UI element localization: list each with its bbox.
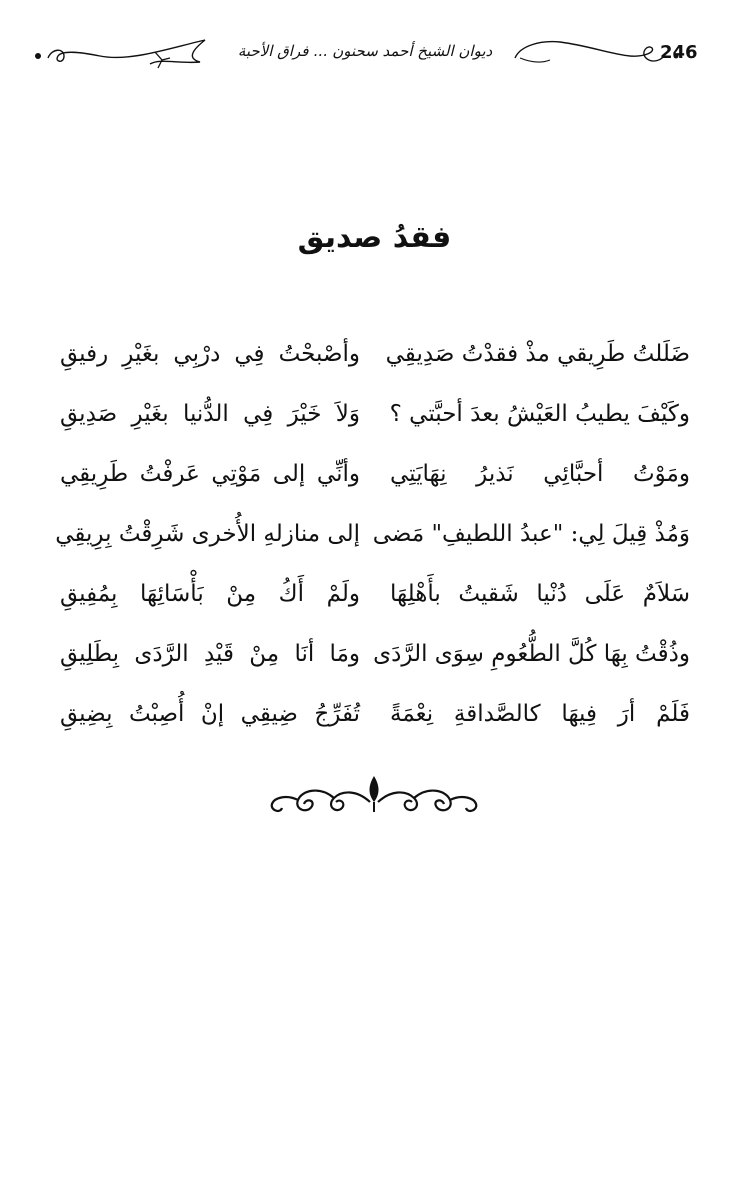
first-hemistich: ضَلَلتُ طَرِيقي مذْ فقدْتُ صَدِيقِي	[385, 341, 690, 368]
right-swirl-inner	[520, 58, 550, 62]
right-swirl	[515, 42, 664, 61]
verse	[55, 505, 690, 565]
first-hemistich: فَلَمْ أرَ فِيهَا كالصَّداقةِ نِعْمَةً	[390, 701, 690, 728]
verse	[60, 625, 690, 685]
second-hemistich: ولَمْ أَكُ مِنْ بَأْسَائِهَا بِمُفِيقِ	[60, 581, 360, 608]
second-hemistich: وأصْبحْتُ فِي درْبِي بغَيْرِ رفيقِ	[60, 341, 360, 368]
page-number: 246	[660, 42, 698, 63]
verse	[60, 565, 690, 625]
poem-body	[55, 325, 690, 745]
left-bullet-dot	[35, 53, 41, 59]
first-hemistich: سَلاَمٌ عَلَى دُنْيا شَقيتُ بأَهْلِهَا	[390, 581, 690, 608]
footer-ornament	[262, 772, 487, 822]
running-head: ديوان الشيخ أحمد سحنون ... فراق الأحبة	[237, 42, 493, 60]
left-scroll	[272, 791, 370, 811]
second-hemistich: وَلاَ خَيْرَ فِي الدُّنيا بغَيْرِ صَدِيقِ	[60, 401, 360, 428]
verse	[60, 445, 690, 505]
verse	[60, 385, 690, 445]
second-hemistich: وأنِّي إلى مَوْتِي عَرفْتُ طَرِيقِي	[60, 461, 360, 488]
verse	[60, 685, 690, 745]
right-scroll	[378, 791, 476, 811]
first-hemistich: وَمُذْ قِيلَ لِي: "عبدُ اللطيفِ" مَضى	[372, 521, 690, 548]
second-hemistich: ومَا أنَا مِنْ قَيْدِ الرَّدَى بِطَلِيقِ	[60, 641, 360, 668]
first-hemistich: ومَوْتُ أحبَّائِي نَذيرُ نِهَايَتِي	[390, 461, 690, 488]
left-swirl-leaf	[155, 52, 170, 68]
fleur-center	[370, 776, 379, 802]
page-header	[0, 18, 749, 78]
left-swirl	[48, 40, 205, 64]
first-hemistich: وكَيْفَ يطيبُ العَيْشُ بعدَ أحبَّتي ؟	[389, 401, 690, 428]
second-hemistich: تُفَرِّجُ ضِيقِي إنْ أُصِبْتُ بِضِيقِ	[60, 701, 360, 728]
poem-title: فقدُ صديق	[297, 220, 452, 255]
first-hemistich: وذُقْتُ بِهَا كُلَّ الطُّعُومِ سِوَى الرَّدَى	[373, 641, 690, 668]
verse	[60, 325, 690, 385]
second-hemistich: إلى منازلهِ الأُخرى شَرِقْتُ بِرِيقِي	[55, 521, 360, 548]
